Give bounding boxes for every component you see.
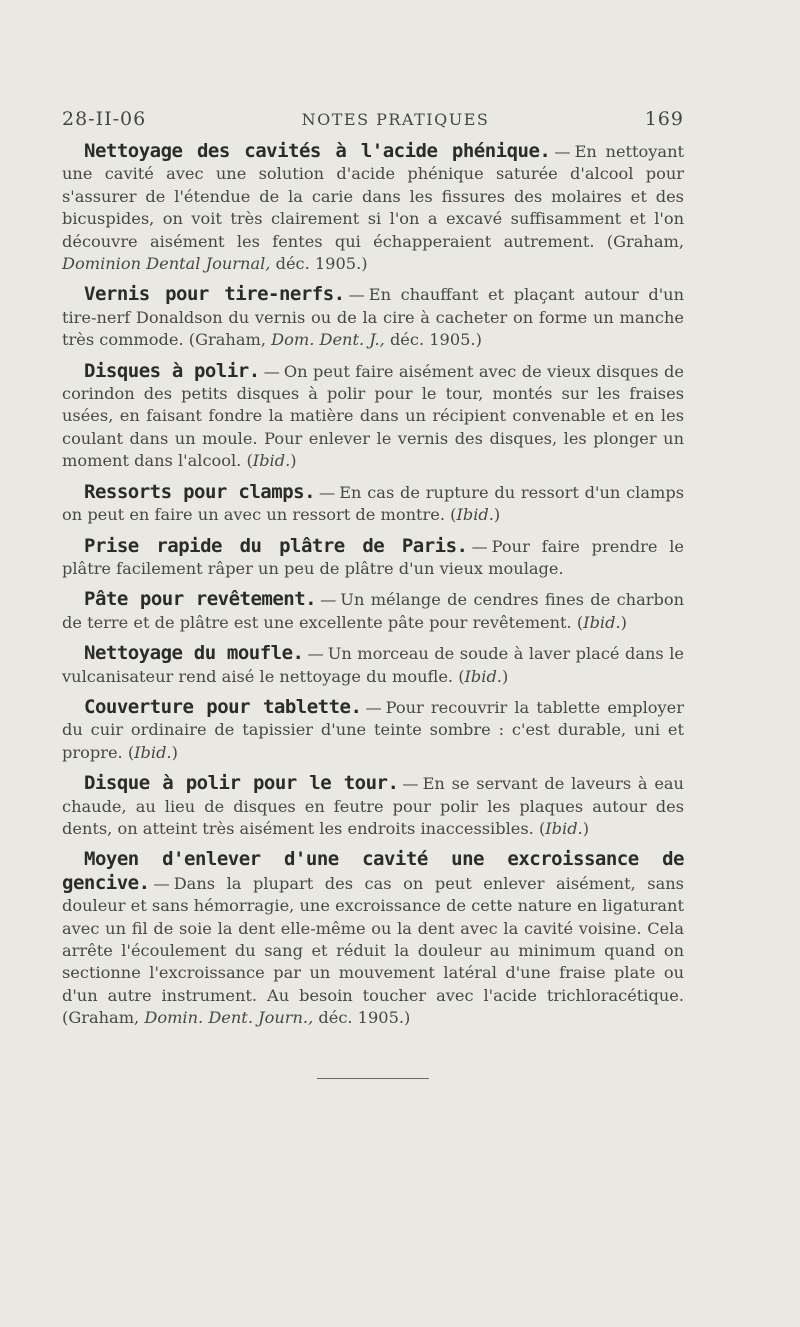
note-heading: Prise rapide du plâtre de Paris. xyxy=(84,534,468,557)
em-dash: — xyxy=(319,482,336,502)
note-body: Un morceau de soude à laver placé dans le vulcanisateur rend aisé le nettoyage du moufle. ( xyxy=(62,644,684,686)
note-heading: Ressorts pour clamps. xyxy=(84,480,316,503)
header-date: 28-II-06 xyxy=(62,108,147,130)
citation-tail: ) xyxy=(582,818,590,838)
citation-tail: déc. 1905.) xyxy=(270,254,368,274)
citation-italic: Ibid. xyxy=(583,612,621,632)
citation-tail: ) xyxy=(501,666,509,686)
citation-italic: Ibid. xyxy=(252,451,291,471)
running-head xyxy=(62,108,684,130)
em-dash: — xyxy=(348,285,365,305)
note-body: En se servant de laveurs à eau chaude, au lieu de disques en feutre pour polir les plaques autour des dents, on atteint très aisément les endroits inaccessibles. ( xyxy=(62,774,684,838)
note-paragraph xyxy=(62,588,684,634)
em-dash: — xyxy=(365,697,382,717)
note-paragraph xyxy=(62,283,684,351)
note-paragraph xyxy=(62,481,684,527)
end-rule xyxy=(317,1078,429,1079)
note-body: En cas de rupture du ressort d'un clamps on peut en faire un avec un ressort de montre. ( xyxy=(62,482,684,525)
note-heading: Pâte pour revêtement. xyxy=(84,588,317,611)
citation-italic: Ibid. xyxy=(134,742,172,762)
header-title: NOTES PRATIQUES xyxy=(301,110,490,129)
note-heading: Moyen d'enlever d'une cavité une excroissance de gencive. xyxy=(62,848,684,894)
citation-tail: déc. 1905.) xyxy=(313,1008,411,1028)
note-heading: Vernis pour tire-nerfs. xyxy=(84,283,345,306)
em-dash: — xyxy=(307,644,324,664)
note-body: Un mélange de cendres fines de charbon de terre et de plâtre est une excellente pâte pour revêtement. ( xyxy=(62,590,684,632)
note-paragraph xyxy=(62,772,684,840)
note-paragraph xyxy=(62,848,684,1029)
note-body: En nettoyant une cavité avec une solution d'acide phénique saturée d'alcool pour s'assurer de l'étendue de la carie dans les fissures des molaires et des bicuspides, on voit très clairement si l'on a excavé suffisamment et l'on découvre aisément les fentes qui échapperaient autrement. (Graham, xyxy=(62,142,685,251)
note-paragraph xyxy=(62,642,684,688)
note-body: On peut faire aisément avec de vieux disques de corindon des petits disques à polir pour le tour, montés sur les fraises usées, en faisant fondre la matière dans un récipient convenable et en les coulant dans un moule. Pour enlever le vernis des disques, les plonger un moment dans l'alcool. ( xyxy=(62,361,685,471)
note-heading: Disque à polir pour le tour. xyxy=(84,772,399,795)
note-body: Pour recouvrir la tablette employer du cuir ordinaire de tapissier d'une teinte sombre : c'est durable, uni et propre. ( xyxy=(62,697,684,762)
citation-tail: ) xyxy=(171,742,178,762)
citation-italic: Ibid. xyxy=(464,666,502,686)
note-paragraph xyxy=(62,360,684,473)
note-paragraph xyxy=(62,140,684,275)
citation-tail: déc. 1905.) xyxy=(384,330,482,350)
citation-italic: Dom. Dent. J., xyxy=(271,330,385,350)
em-dash: — xyxy=(402,774,419,794)
citation-tail: ) xyxy=(493,505,501,525)
page xyxy=(62,108,684,1079)
notes-list xyxy=(62,140,684,1030)
em-dash: — xyxy=(263,361,280,381)
em-dash: — xyxy=(471,536,488,556)
note-body: En chauffant et plaçant autour d'un tire-nerf Donaldson du vernis ou de la cire à cacheter on forme un manche très commode. (Graham, xyxy=(62,285,684,350)
citation-italic: Domin. Dent. Journ., xyxy=(144,1008,314,1028)
note-heading: Couverture pour tablette. xyxy=(84,695,362,718)
note-body: Pour faire prendre le plâtre facilement râper un peu de plâtre d'un vieux moulage. xyxy=(62,536,684,578)
citation-italic: Dominion Dental Journal, xyxy=(62,254,271,274)
note-paragraph xyxy=(62,535,684,581)
citation-tail: ) xyxy=(620,612,627,632)
note-heading: Nettoyage des cavités à l'acide phénique. xyxy=(84,140,551,162)
citation-italic: Ibid. xyxy=(545,818,583,838)
page-number: 169 xyxy=(644,108,684,130)
em-dash: — xyxy=(153,873,170,893)
note-heading: Nettoyage du moufle. xyxy=(84,642,304,665)
citation-tail: ) xyxy=(290,451,297,471)
note-heading: Disques à polir. xyxy=(84,359,260,382)
em-dash: — xyxy=(320,590,337,610)
note-body: Dans la plupart des cas on peut enlever aisément, sans douleur et sans hémorragie, une excroissance de cette nature en ligaturant avec un fil de soie la dent elle-même ou la dent avec la cavité voisine. Cela arrête l'écoulement du sang et réduit la douleur au minimum quand on sectionne l'excroissance par un mouvement latéral d'une fraise plate ou d'un autre instrument. Au besoin toucher avec l'acide trichloracétique. (Graham, xyxy=(62,873,684,1028)
em-dash: — xyxy=(554,142,571,161)
note-paragraph xyxy=(62,696,684,764)
citation-italic: Ibid. xyxy=(456,505,494,525)
